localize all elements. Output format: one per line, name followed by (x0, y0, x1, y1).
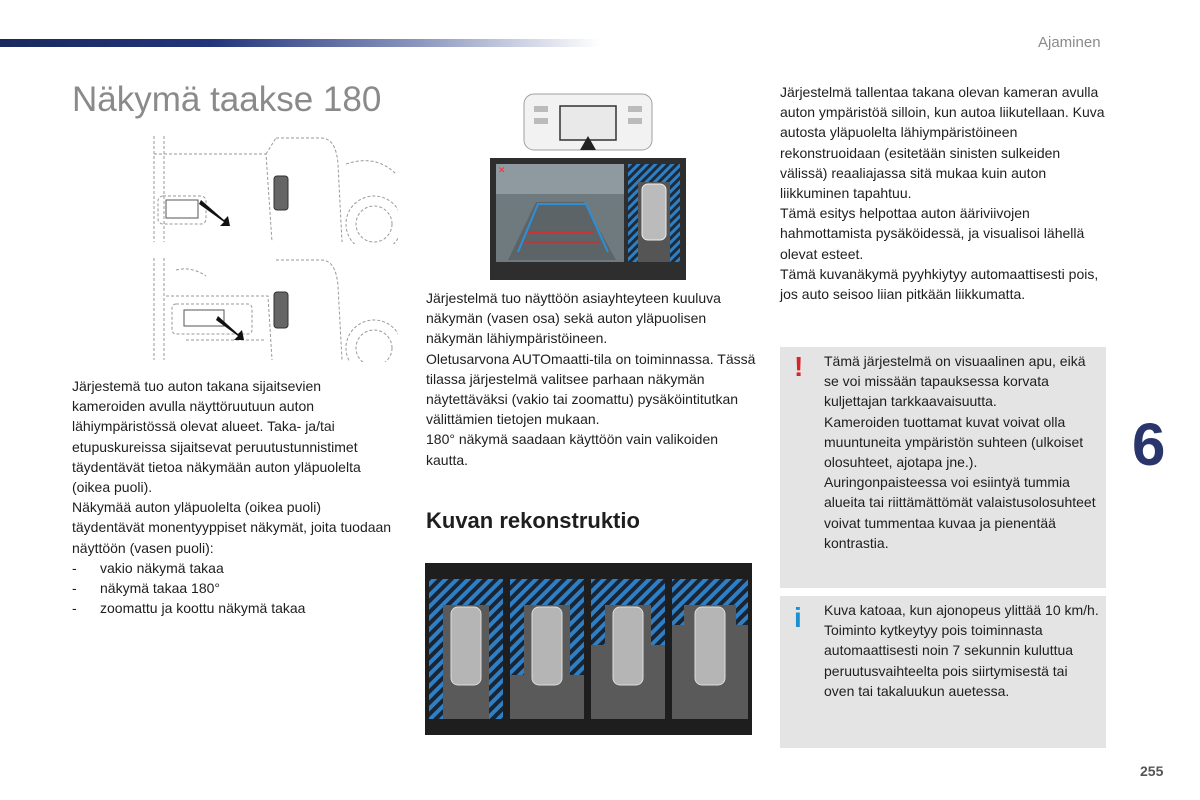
van-rear-illustration-top (146, 134, 398, 244)
menu-paragraph: 180° näkymä saadaan käyttöön vain valikoiden kautta. (426, 431, 719, 468)
info-paragraph: Kuva katoaa, kun ajonopeus ylittää 10 km/h. (824, 602, 1099, 618)
warning-box (780, 347, 1106, 588)
view-types-list (72, 558, 392, 619)
auto-clear-paragraph: Tämä kuvanäkymä pyyhkiytyy automaattisesti pois, jos auto seisoo liian pitkään liikkumatta. (780, 265, 1099, 303)
warning-paragraph: Kameroiden tuottamat kuvat voivat olla muuntuneita ympäristön suhteen (ulkoiset olosuhteet, ajotapa jne.). (824, 413, 1084, 471)
warning-paragraph: Tämä järjestelmä on visuaalinen apu, eikä se voi missään tapauksessa korvata kuljettajan tarkkaavaisuutta. (824, 353, 1086, 410)
warning-paragraph: Auringonpaisteessa voi esiintyä tummia alueita tai riittämättömät valaistusolosuhteet voivat tummentaa kuvaa ja pienentää kontrastia. (824, 474, 1096, 551)
reconstruction-column (780, 82, 1110, 304)
outline-paragraph: Tämä esitys helpottaa auton ääriviivojen hahmottamista pysäköidessä, ja visualisoi lähellä olevat esteet. (780, 205, 1085, 262)
section-label: Ajaminen (1038, 34, 1101, 51)
van-rear-illustration-bottom (146, 256, 398, 362)
info-box (780, 596, 1106, 748)
list-item: - zoomattu ja koottu näkymä takaa (72, 598, 392, 618)
warning-icon: ! (794, 351, 804, 382)
system-column (426, 288, 756, 470)
system-paragraph: Järjestelmä tuo näyttöön asiayhteyteen kuuluva näkymän (vasen osa) sekä auton yläpuolisen näkymän lähiympäristöineen. (426, 290, 721, 347)
page-title: Näkymä taakse 180 (72, 80, 382, 119)
reconstruction-paragraph: Järjestelmä tallentaa takana olevan kameran avulla auton ympäristöä silloin, kun autoa liikutellaan. Kuva autosta yläpuolelta lähiympäristöineen rekonstruoidaan (esitetään sinisten sulkeiden välissä) reaaliajassa sitä mukaa kuin auton liikkuminen tapahtuu. (780, 84, 1105, 202)
page-number: 255 (1140, 763, 1164, 779)
reconstruction-heading: Kuvan rekonstruktio (426, 508, 640, 533)
info-paragraph: Toiminto kytkeytyy pois toiminnasta automaattisesti noin 7 sekunnin kuluttua peruutusvaihteelta pois siirtymisestä tai oven tai takaluukun auetessa. (824, 622, 1074, 699)
auto-mode-paragraph: Oletusarvona AUTOmaatti-tila on toiminnassa. Tässä tilassa järjestelmä valitsee parhaan näkymän näytettäväksi (vakio tai zoomattu) pysäköintitutkan välittämien tietojen mukaan. (426, 350, 756, 428)
intro-paragraph: Järjestemä tuo auton takana sijaitsevien kameroiden avulla näyttöruutuun auton lähiympäristössä olevat alueet. Taka- ja/tai etupuskureissa sijaitsevat peruutustunnistimet täydentävät tietoa näkymään auton yläpuolelta (oikea puoli). (72, 378, 361, 496)
info-text (824, 600, 1099, 701)
chapter-number: 6 (1132, 411, 1166, 478)
intro-column (72, 376, 392, 618)
dashboard-screen-illustration (488, 92, 688, 282)
header-gradient-bar (0, 39, 600, 47)
warning-text (824, 351, 1099, 553)
reconstruction-sequence-illustration (425, 563, 752, 735)
svg-text:✕: ✕ (498, 165, 506, 175)
list-item: - näkymä takaa 180° (72, 578, 392, 598)
info-icon: i (794, 602, 802, 633)
list-item: - vakio näkymä takaa (72, 558, 392, 578)
views-paragraph: Näkymää auton yläpuolelta (oikea puoli) täydentävät monentyyppiset näkymät, joita tuodaan näyttöön (vasen puoli): (72, 499, 392, 556)
